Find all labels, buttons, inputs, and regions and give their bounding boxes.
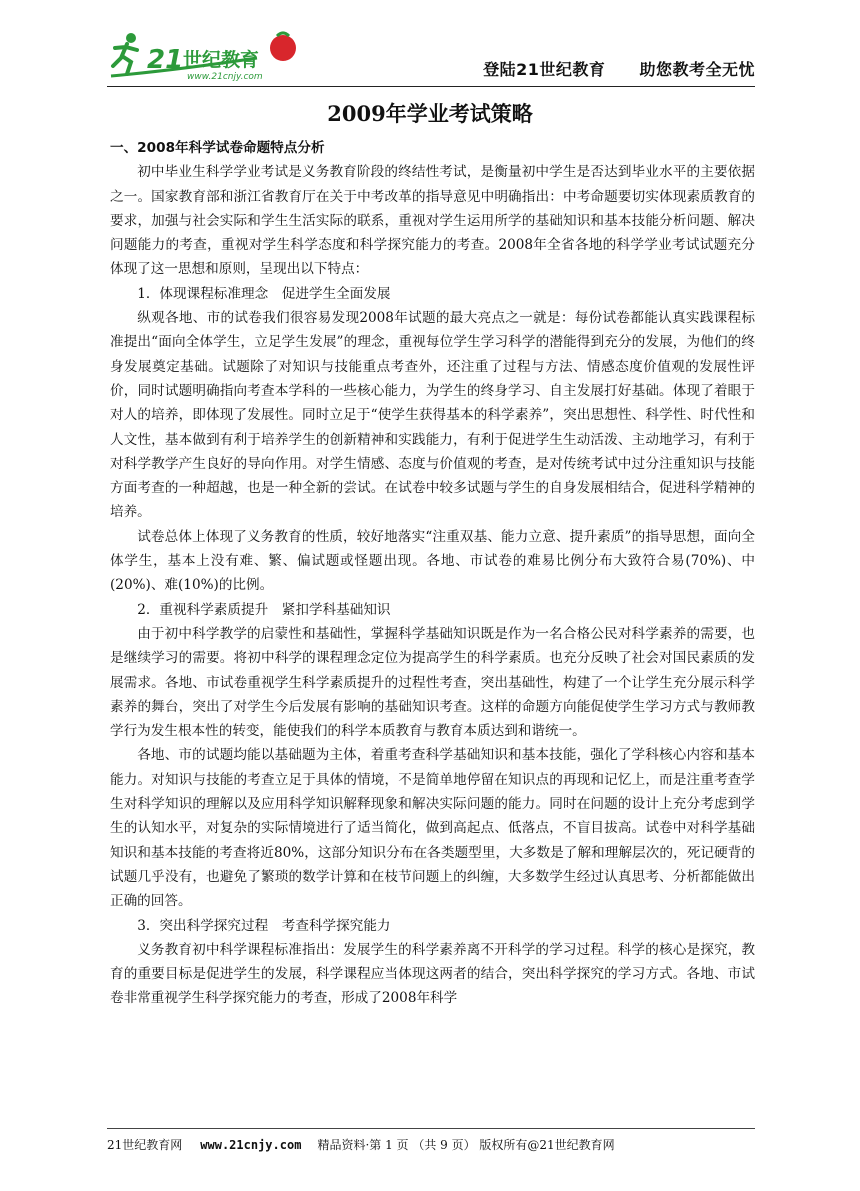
paragraph: 纵观各地、市的试卷我们很容易发现2008年试题的最大亮点之一就是：每份试卷都能认真实践课程标准提出“面向全体学生，立足学生发展”的理念，重视每位学生学习科学的潜能得到充分的发展，为他们的终身发展奠定基础。试题除了对知识与技能重点考查外，还注重了过程与方法、情感态度价值观的发展性评价，同时试题明确指向考查本学科的一些核心能力，为学生的终身学习、自主发展打好基础。体现了着眼于对人的培养，即体现了发展性。同时立足于“使学生获得基本的科学素养”，突出思想性、科学性、时代性和人文性，基本做到有利于培养学生的创新精神和实践能力，有利于促进学生生动活泼、主动地学习，有利于对科学教学产生良好的导向作用。对学生情感、态度与价值观的考查，是对传统考试中过分注重知识与技能方面考查的一种超越，也是一种全新的尝试。在试卷中较多试题与学生的自身发展相结合，促进科学精神的培养。 xyxy=(110,310,755,521)
section-heading: 一、2008年科学试卷命题特点分析 xyxy=(110,140,325,156)
paragraph: 初中毕业生科学学业考试是义务教育阶段的终结性考试，是衡量初中学生是否达到毕业水平的主要依据之一。国家教育部和浙江省教育厅在关于中考改革的指导意见中明确指出：中考命题要切实体现素质教育的要求，加强与社会实际和学生生活实际的联系，重视对学生运用所学的基础知识和基本技能分析问题、解决问题能力的考查，重视对学生科学态度和科学探究能力的考查。2008年全省各地的科学学业考试试题充分体现了这一思想和原则，呈现出以下特点： xyxy=(110,164,755,278)
subsection-heading: 3．突出科学探究过程 考查科学探究能力 xyxy=(137,917,391,934)
logo-text: 21 xyxy=(147,45,184,75)
footer-url-link[interactable]: www.21cnjy.com xyxy=(200,1138,302,1152)
logo[interactable] xyxy=(107,26,327,84)
subsection-heading: 2．重视科学素质提升 紧扣学科基础知识 xyxy=(137,601,391,618)
slogan-left: 登陆21世纪教育 xyxy=(483,60,606,79)
paragraph: 义务教育初中科学课程标准指出：发展学生的科学素养离不开科学的学习过程。科学的核心是探究，教育的重要目标是促进学生的发展，科学课程应当体现这两者的结合，突出科学探究的学习方式。各地、市试卷非常重视学生科学探究能力的考查，形成了2008年科学 xyxy=(110,941,755,1007)
header-slogan xyxy=(483,57,755,80)
slogan-right: 助您教考全无忧 xyxy=(639,60,755,79)
paragraph: 试卷总体上体现了义务教育的性质，较好地落实“注重双基、能力立意、提升素质”的指导思想，面向全体学生，基本上没有难、繁、偏试题或怪题出现。各地、市试卷的难易比例分布大致符合易(70%)、中(20%)、难(10%)的比例。 xyxy=(110,528,755,594)
page-footer xyxy=(107,1128,755,1153)
logo-url: www.21cnjy.com xyxy=(187,72,263,82)
paragraph: 各地、市的试题均能以基础题为主体，着重考查科学基础知识和基本技能，强化了学科核心内容和基本能力。对知识与技能的考查立足于具体的情境，不是简单地停留在知识点的再现和记忆上，而是注重考查学生对科学知识的理解以及应用科学知识解释现象和解决实际问题的能力。同时在问题的设计上充分考虑到学生的认知水平，对复杂的实际情境进行了适当简化，做到高起点、低落点，不盲目拔高。试卷中对科学基础知识和基本技能的考查将近80%，这部分知识分布在各类题型里，大多数是了解和理解层次的，死记硬背的试题几乎没有，也避免了繁琐的数学计算和在枝节问题上的纠缠，大多数学生经过认真思考、分析都能做出正确的回答。 xyxy=(110,747,755,910)
logo-icon xyxy=(107,26,327,84)
subsection-heading: 1．体现课程标准理念 促进学生全面发展 xyxy=(137,285,391,302)
document-body xyxy=(110,136,755,1011)
page-header xyxy=(107,26,755,87)
page-title: 2009年学业考试策略 xyxy=(327,101,533,126)
footer-info: 精品资料·第 1 页 （共 9 页） 版权所有@21世纪教育网 xyxy=(317,1138,615,1152)
paragraph: 由于初中科学教学的启蒙性和基础性，掌握科学基础知识既是作为一名合格公民对科学素养的需要，也是继续学习的需要。将初中科学的课程理念定位为提高学生的科学素质。也充分反映了社会对国民素质的发展需求。各地、市试卷重视学生科学素质提升的过程性考查，突出基础性，构建了一个让学生充分展示科学素养的舞台，突出了对学生今后发展有影响的基础知识考查。这样的命题方向能促使学生学习方式与教师教学行为发生根本性的转变，能使我们的科学本质教育与教育本质达到和谐统一。 xyxy=(110,625,755,740)
logo-text-cn: 世纪教育 xyxy=(183,49,260,71)
footer-site: 21世纪教育网 xyxy=(107,1138,183,1152)
